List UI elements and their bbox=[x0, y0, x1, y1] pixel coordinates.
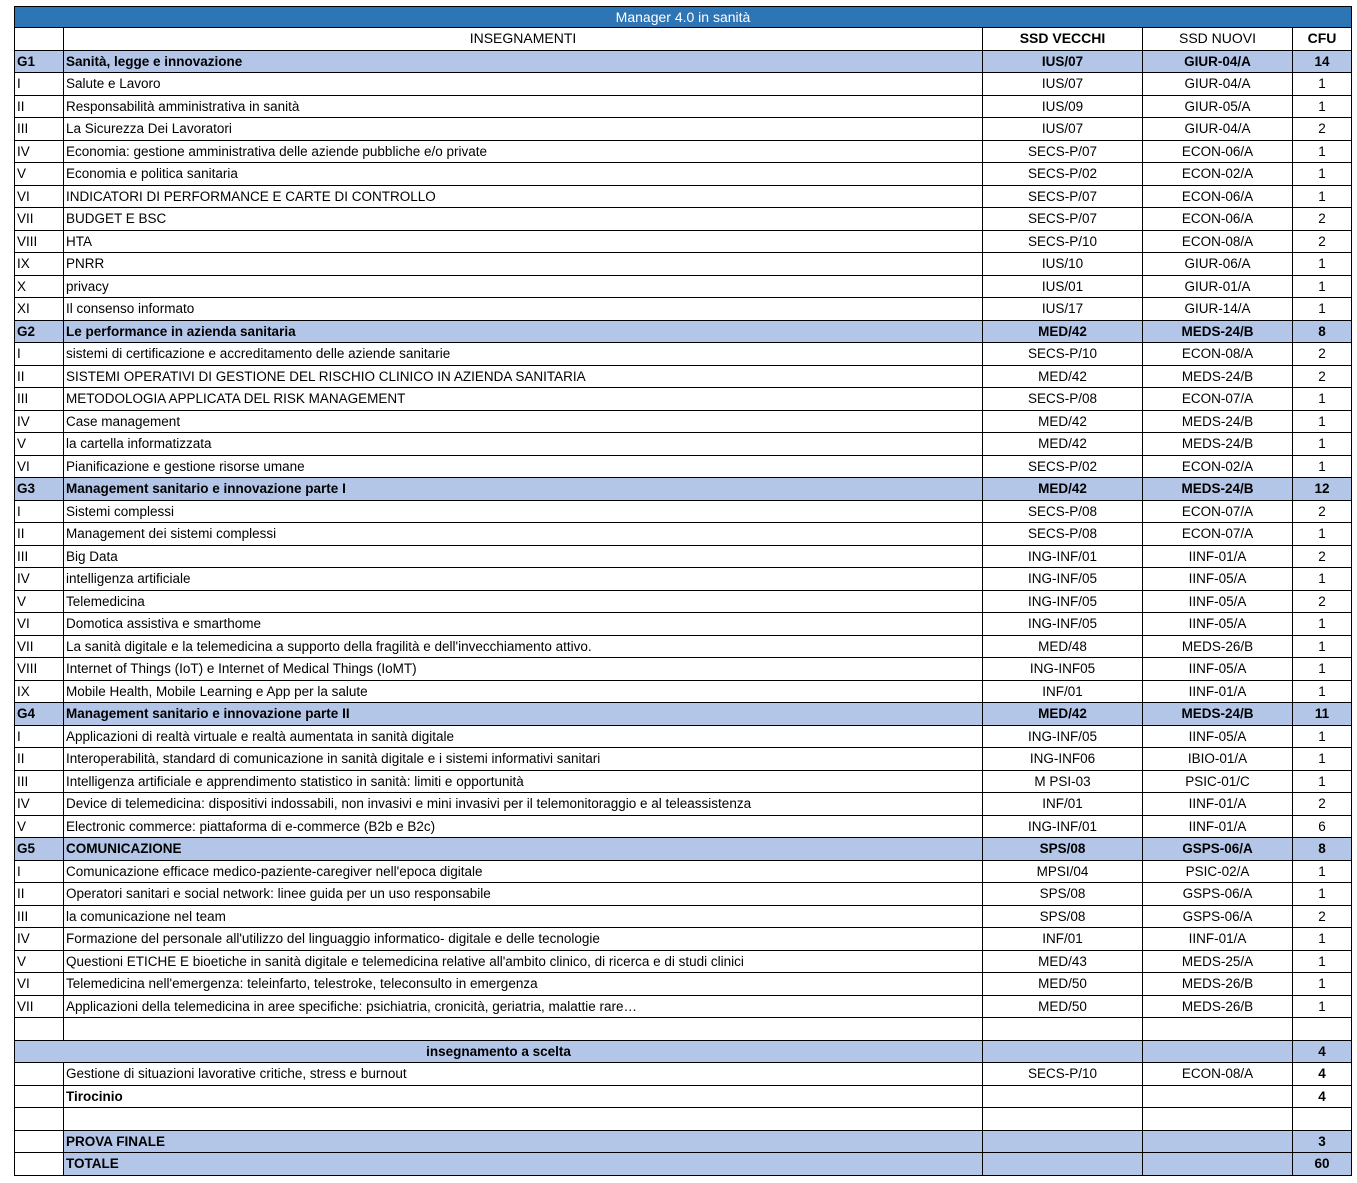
group-ssd-new: GSPS-06/A bbox=[1143, 838, 1293, 861]
row-number: IX bbox=[14, 681, 64, 704]
ssd-old: SECS-P/07 bbox=[983, 141, 1143, 164]
ssd-new: ECON-08/A bbox=[1143, 343, 1293, 366]
ssd-old: SECS-P/07 bbox=[983, 186, 1143, 209]
ssd-old: ING-INF/05 bbox=[983, 726, 1143, 749]
row-number: I bbox=[14, 501, 64, 524]
table-row bbox=[14, 771, 1352, 794]
course-name: Il consenso informato bbox=[64, 298, 983, 321]
row-number: IV bbox=[14, 411, 64, 434]
cfu: 2 bbox=[1293, 343, 1352, 366]
group-ssd-new: MEDS-24/B bbox=[1143, 703, 1293, 726]
table-row bbox=[14, 73, 1352, 96]
ssd-old: MED/48 bbox=[983, 636, 1143, 659]
table-row bbox=[14, 996, 1352, 1019]
course-name: Device di telemedicina: dispositivi indossabili, non invasivi e mini invasivi per il telemonitoraggio e al teleassistenza bbox=[64, 793, 983, 816]
course-name: Sistemi complessi bbox=[64, 501, 983, 524]
ssd-old: MED/42 bbox=[983, 433, 1143, 456]
cfu: 1 bbox=[1293, 276, 1352, 299]
ssd-old: SECS-P/10 bbox=[983, 231, 1143, 254]
ssd-new: ECON-06/A bbox=[1143, 208, 1293, 231]
table-row bbox=[14, 411, 1352, 434]
group-ssd-old: MED/42 bbox=[983, 321, 1143, 344]
table-row bbox=[14, 118, 1352, 141]
empty-row bbox=[14, 1018, 1352, 1041]
course-name: Questioni ETICHE E bioetiche in sanità digitale e telemedicina relative all'ambito clinico, di ricerca e di studi clinici bbox=[64, 951, 983, 974]
course-name: Formazione del personale all'utilizzo del linguaggio informatico- digitale e delle tecnologie bbox=[64, 928, 983, 951]
curriculum-table bbox=[14, 6, 1352, 1176]
elective-cfu: 4 bbox=[1293, 1041, 1352, 1064]
cfu: 1 bbox=[1293, 973, 1352, 996]
ssd-new: IINF-05/A bbox=[1143, 658, 1293, 681]
ssd-old: SECS-P/10 bbox=[983, 343, 1143, 366]
course-name: Internet of Things (IoT) e Internet of Medical Things (IoMT) bbox=[64, 658, 983, 681]
ssd-new: ECON-07/A bbox=[1143, 523, 1293, 546]
cfu: 2 bbox=[1293, 231, 1352, 254]
course-name: Applicazioni di realtà virtuale e realtà aumentata in sanità digitale bbox=[64, 726, 983, 749]
cfu: 1 bbox=[1293, 388, 1352, 411]
cfu: 1 bbox=[1293, 141, 1352, 164]
course-name: HTA bbox=[64, 231, 983, 254]
table-row bbox=[14, 793, 1352, 816]
group-ssd-new: MEDS-24/B bbox=[1143, 478, 1293, 501]
row-number: II bbox=[14, 96, 64, 119]
cfu: 1 bbox=[1293, 523, 1352, 546]
ssd-old: SPS/08 bbox=[983, 883, 1143, 906]
group-code: G4 bbox=[14, 703, 64, 726]
course-name: Responsabilità amministrativa in sanità bbox=[64, 96, 983, 119]
course-name: Interoperabilità, standard di comunicazione in sanità digitale e i sistemi informativi sanitari bbox=[64, 748, 983, 771]
ssd-old: MED/42 bbox=[983, 366, 1143, 389]
tirocinio-row bbox=[14, 1086, 1352, 1109]
ssd-new: IINF-05/A bbox=[1143, 726, 1293, 749]
ssd-old: INF/01 bbox=[983, 793, 1143, 816]
row-number: VII bbox=[14, 996, 64, 1019]
row-number: II bbox=[14, 366, 64, 389]
cfu: 1 bbox=[1293, 163, 1352, 186]
course-name: Comunicazione efficace medico-paziente-caregiver nell'epoca digitale bbox=[64, 861, 983, 884]
row-number: III bbox=[14, 388, 64, 411]
group-header-row bbox=[14, 478, 1352, 501]
row-number: II bbox=[14, 883, 64, 906]
ssd-new: IINF-01/A bbox=[1143, 546, 1293, 569]
course-name: PNRR bbox=[64, 253, 983, 276]
table-row bbox=[14, 726, 1352, 749]
ssd-old: INF/01 bbox=[983, 681, 1143, 704]
cfu: 1 bbox=[1293, 96, 1352, 119]
table-row bbox=[14, 748, 1352, 771]
cfu: 2 bbox=[1293, 366, 1352, 389]
row-number: V bbox=[14, 163, 64, 186]
ssd-new: MEDS-26/B bbox=[1143, 996, 1293, 1019]
elective-label: insegnamento a scelta bbox=[14, 1041, 983, 1064]
group-cfu: 14 bbox=[1293, 51, 1352, 74]
group-code: G2 bbox=[14, 321, 64, 344]
cfu: 1 bbox=[1293, 568, 1352, 591]
table-row bbox=[14, 343, 1352, 366]
table-row bbox=[14, 613, 1352, 636]
table-row bbox=[14, 951, 1352, 974]
course-name: Management dei sistemi complessi bbox=[64, 523, 983, 546]
cfu: 1 bbox=[1293, 613, 1352, 636]
cfu: 2 bbox=[1293, 591, 1352, 614]
totale-name: TOTALE bbox=[64, 1153, 983, 1176]
cfu: 1 bbox=[1293, 433, 1352, 456]
ssd-old: ING-INF/05 bbox=[983, 613, 1143, 636]
cfu: 1 bbox=[1293, 883, 1352, 906]
row-number: IV bbox=[14, 793, 64, 816]
course-name: sistemi di certificazione e accreditamento delle aziende sanitarie bbox=[64, 343, 983, 366]
ssd-new: MEDS-25/A bbox=[1143, 951, 1293, 974]
header-ssd-nuovi: SSD NUOVI bbox=[1143, 28, 1293, 51]
row-number: I bbox=[14, 726, 64, 749]
course-name: privacy bbox=[64, 276, 983, 299]
course-name: Applicazioni della telemedicina in aree specifiche: psichiatria, cronicità, geriatria, malattie rare… bbox=[64, 996, 983, 1019]
header-code bbox=[14, 28, 64, 51]
cfu: 1 bbox=[1293, 996, 1352, 1019]
course-name: Economia: gestione amministrativa delle aziende pubbliche e/o private bbox=[64, 141, 983, 164]
cfu: 1 bbox=[1293, 456, 1352, 479]
cfu: 1 bbox=[1293, 951, 1352, 974]
course-name: la comunicazione nel team bbox=[64, 906, 983, 929]
group-ssd-old: MED/42 bbox=[983, 703, 1143, 726]
row-number: II bbox=[14, 748, 64, 771]
cfu: 2 bbox=[1293, 208, 1352, 231]
ssd-new: MEDS-26/B bbox=[1143, 636, 1293, 659]
table-row bbox=[14, 141, 1352, 164]
cfu: 6 bbox=[1293, 816, 1352, 839]
cfu: 1 bbox=[1293, 253, 1352, 276]
prova-finale-cfu: 3 bbox=[1293, 1131, 1352, 1154]
ssd-new: IINF-05/A bbox=[1143, 591, 1293, 614]
cfu: 1 bbox=[1293, 748, 1352, 771]
course-name: La sanità digitale e la telemedicina a supporto della fragilità e dell'invecchiamento attivo. bbox=[64, 636, 983, 659]
table-row bbox=[14, 366, 1352, 389]
row-number: V bbox=[14, 816, 64, 839]
table-row bbox=[14, 208, 1352, 231]
ssd-new: ECON-02/A bbox=[1143, 163, 1293, 186]
course-name: Operatori sanitari e social network: linee guida per un uso responsabile bbox=[64, 883, 983, 906]
group-name: Management sanitario e innovazione parte II bbox=[64, 703, 983, 726]
table-row bbox=[14, 253, 1352, 276]
group-code: G3 bbox=[14, 478, 64, 501]
table-row bbox=[14, 523, 1352, 546]
group-ssd-old: SPS/08 bbox=[983, 838, 1143, 861]
course-name: SISTEMI OPERATIVI DI GESTIONE DEL RISCHIO CLINICO IN AZIENDA SANITARIA bbox=[64, 366, 983, 389]
ssd-new: IINF-05/A bbox=[1143, 613, 1293, 636]
row-number: I bbox=[14, 343, 64, 366]
totale-cfu: 60 bbox=[1293, 1153, 1352, 1176]
cfu: 2 bbox=[1293, 118, 1352, 141]
table-row bbox=[14, 298, 1352, 321]
elective-item-ssd-old: SECS-P/10 bbox=[983, 1063, 1143, 1086]
ssd-old: SPS/08 bbox=[983, 906, 1143, 929]
table-row bbox=[14, 388, 1352, 411]
cfu: 1 bbox=[1293, 771, 1352, 794]
row-number: VI bbox=[14, 973, 64, 996]
header-cfu: CFU bbox=[1293, 28, 1352, 51]
table-row bbox=[14, 861, 1352, 884]
cfu: 2 bbox=[1293, 546, 1352, 569]
course-name: Intelligenza artificiale e apprendimento statistico in sanità: limiti e opportunità bbox=[64, 771, 983, 794]
table-row bbox=[14, 456, 1352, 479]
ssd-new: ECON-07/A bbox=[1143, 388, 1293, 411]
table-row bbox=[14, 883, 1352, 906]
course-name: Pianificazione e gestione risorse umane bbox=[64, 456, 983, 479]
row-number: I bbox=[14, 73, 64, 96]
table-row bbox=[14, 973, 1352, 996]
ssd-old: IUS/10 bbox=[983, 253, 1143, 276]
group-code: G1 bbox=[14, 51, 64, 74]
course-name: INDICATORI DI PERFORMANCE E CARTE DI CONTROLLO bbox=[64, 186, 983, 209]
elective-item-row bbox=[14, 1063, 1352, 1086]
table-row bbox=[14, 636, 1352, 659]
row-number: IX bbox=[14, 253, 64, 276]
ssd-new: IBIO-01/A bbox=[1143, 748, 1293, 771]
table-row bbox=[14, 591, 1352, 614]
group-name: Sanità, legge e innovazione bbox=[64, 51, 983, 74]
row-number: V bbox=[14, 951, 64, 974]
elective-item-name: Gestione di situazioni lavorative critiche, stress e burnout bbox=[64, 1063, 983, 1086]
group-cfu: 12 bbox=[1293, 478, 1352, 501]
elective-item-ssd-new: ECON-08/A bbox=[1143, 1063, 1293, 1086]
cfu: 1 bbox=[1293, 186, 1352, 209]
ssd-old: MED/50 bbox=[983, 973, 1143, 996]
ssd-new: GIUR-04/A bbox=[1143, 73, 1293, 96]
groups-container bbox=[14, 51, 1352, 1019]
header-ssd-vecchi: SSD VECCHI bbox=[983, 28, 1143, 51]
group-header-row bbox=[14, 838, 1352, 861]
cfu: 1 bbox=[1293, 861, 1352, 884]
totale-row bbox=[14, 1153, 1352, 1176]
course-name: intelligenza artificiale bbox=[64, 568, 983, 591]
ssd-new: ECON-06/A bbox=[1143, 186, 1293, 209]
ssd-new: ECON-07/A bbox=[1143, 501, 1293, 524]
row-number: IV bbox=[14, 141, 64, 164]
ssd-old: IUS/17 bbox=[983, 298, 1143, 321]
ssd-new: ECON-06/A bbox=[1143, 141, 1293, 164]
ssd-old: MED/43 bbox=[983, 951, 1143, 974]
ssd-new: GIUR-01/A bbox=[1143, 276, 1293, 299]
course-name: Economia e politica sanitaria bbox=[64, 163, 983, 186]
prova-finale-row bbox=[14, 1131, 1352, 1154]
ssd-new: IINF-01/A bbox=[1143, 816, 1293, 839]
ssd-old: IUS/09 bbox=[983, 96, 1143, 119]
table-row bbox=[14, 928, 1352, 951]
ssd-new: GSPS-06/A bbox=[1143, 906, 1293, 929]
ssd-old: ING-INF/01 bbox=[983, 546, 1143, 569]
table-row bbox=[14, 96, 1352, 119]
course-name: METODOLOGIA APPLICATA DEL RISK MANAGEMENT bbox=[64, 388, 983, 411]
group-cfu: 8 bbox=[1293, 838, 1352, 861]
row-number: III bbox=[14, 771, 64, 794]
ssd-old: IUS/07 bbox=[983, 118, 1143, 141]
row-number: VI bbox=[14, 456, 64, 479]
row-number: IV bbox=[14, 568, 64, 591]
ssd-new: GIUR-06/A bbox=[1143, 253, 1293, 276]
ssd-old: INF/01 bbox=[983, 928, 1143, 951]
ssd-old: SECS-P/08 bbox=[983, 523, 1143, 546]
ssd-old: SECS-P/08 bbox=[983, 388, 1143, 411]
course-name: Big Data bbox=[64, 546, 983, 569]
course-name: Telemedicina nell'emergenza: teleinfarto, telestroke, teleconsulto in emergenza bbox=[64, 973, 983, 996]
course-name: Case management bbox=[64, 411, 983, 434]
prova-finale-name: PROVA FINALE bbox=[64, 1131, 983, 1154]
cfu: 1 bbox=[1293, 636, 1352, 659]
group-ssd-new: GIUR-04/A bbox=[1143, 51, 1293, 74]
ssd-new: GIUR-14/A bbox=[1143, 298, 1293, 321]
ssd-new: ECON-08/A bbox=[1143, 231, 1293, 254]
group-header-row bbox=[14, 321, 1352, 344]
row-number: VIII bbox=[14, 231, 64, 254]
table-row bbox=[14, 231, 1352, 254]
ssd-new: IINF-01/A bbox=[1143, 681, 1293, 704]
course-name: Mobile Health, Mobile Learning e App per la salute bbox=[64, 681, 983, 704]
course-name: Domotica assistiva e smarthome bbox=[64, 613, 983, 636]
ssd-new: IINF-01/A bbox=[1143, 928, 1293, 951]
row-number: VI bbox=[14, 613, 64, 636]
row-number: I bbox=[14, 861, 64, 884]
row-number: X bbox=[14, 276, 64, 299]
ssd-new: MEDS-24/B bbox=[1143, 366, 1293, 389]
ssd-new: ECON-02/A bbox=[1143, 456, 1293, 479]
ssd-old: ING-INF/01 bbox=[983, 816, 1143, 839]
group-name: Le performance in azienda sanitaria bbox=[64, 321, 983, 344]
ssd-new: MEDS-24/B bbox=[1143, 433, 1293, 456]
ssd-new: GIUR-05/A bbox=[1143, 96, 1293, 119]
tirocinio-cfu: 4 bbox=[1293, 1086, 1352, 1109]
ssd-old: SECS-P/02 bbox=[983, 163, 1143, 186]
ssd-new: GSPS-06/A bbox=[1143, 883, 1293, 906]
ssd-new: MEDS-24/B bbox=[1143, 411, 1293, 434]
row-number: III bbox=[14, 906, 64, 929]
row-number: VI bbox=[14, 186, 64, 209]
table-row bbox=[14, 658, 1352, 681]
course-name: Salute e Lavoro bbox=[64, 73, 983, 96]
row-number: IV bbox=[14, 928, 64, 951]
ssd-new: MEDS-26/B bbox=[1143, 973, 1293, 996]
cfu: 1 bbox=[1293, 681, 1352, 704]
group-name: Management sanitario e innovazione parte I bbox=[64, 478, 983, 501]
empty-row bbox=[14, 1108, 1352, 1131]
ssd-new: IINF-01/A bbox=[1143, 793, 1293, 816]
row-number: II bbox=[14, 523, 64, 546]
course-name: La Sicurezza Dei Lavoratori bbox=[64, 118, 983, 141]
cfu: 2 bbox=[1293, 793, 1352, 816]
table-row bbox=[14, 816, 1352, 839]
course-name: BUDGET E BSC bbox=[64, 208, 983, 231]
table-row bbox=[14, 163, 1352, 186]
row-number: VII bbox=[14, 636, 64, 659]
ssd-old: ING-INF/05 bbox=[983, 568, 1143, 591]
ssd-old: IUS/01 bbox=[983, 276, 1143, 299]
table-row bbox=[14, 276, 1352, 299]
ssd-new: PSIC-01/C bbox=[1143, 771, 1293, 794]
course-name: Telemedicina bbox=[64, 591, 983, 614]
course-name: Electronic commerce: piattaforma di e-commerce (B2b e B2c) bbox=[64, 816, 983, 839]
elective-item-cfu: 4 bbox=[1293, 1063, 1352, 1086]
cfu: 1 bbox=[1293, 658, 1352, 681]
group-ssd-old: MED/42 bbox=[983, 478, 1143, 501]
cfu: 1 bbox=[1293, 411, 1352, 434]
ssd-old: SECS-P/02 bbox=[983, 456, 1143, 479]
row-number: III bbox=[14, 118, 64, 141]
group-ssd-old: IUS/07 bbox=[983, 51, 1143, 74]
row-number: V bbox=[14, 433, 64, 456]
table-row bbox=[14, 501, 1352, 524]
table-row bbox=[14, 568, 1352, 591]
group-cfu: 8 bbox=[1293, 321, 1352, 344]
ssd-old: M PSI-03 bbox=[983, 771, 1143, 794]
table-row bbox=[14, 433, 1352, 456]
ssd-old: IUS/07 bbox=[983, 73, 1143, 96]
group-header-row bbox=[14, 51, 1352, 74]
ssd-old: SECS-P/08 bbox=[983, 501, 1143, 524]
header-insegnamenti: INSEGNAMENTI bbox=[64, 28, 983, 51]
table-row bbox=[14, 906, 1352, 929]
ssd-old: MPSI/04 bbox=[983, 861, 1143, 884]
row-number: VII bbox=[14, 208, 64, 231]
cfu: 1 bbox=[1293, 298, 1352, 321]
cfu: 1 bbox=[1293, 73, 1352, 96]
table-title: Manager 4.0 in sanità bbox=[14, 6, 1352, 28]
group-name: COMUNICAZIONE bbox=[64, 838, 983, 861]
header-row bbox=[14, 28, 1352, 51]
cfu: 1 bbox=[1293, 726, 1352, 749]
ssd-old: MED/42 bbox=[983, 411, 1143, 434]
group-cfu: 11 bbox=[1293, 703, 1352, 726]
ssd-new: IINF-05/A bbox=[1143, 568, 1293, 591]
ssd-new: GIUR-04/A bbox=[1143, 118, 1293, 141]
ssd-old: ING-INF/05 bbox=[983, 591, 1143, 614]
cfu: 1 bbox=[1293, 928, 1352, 951]
group-header-row bbox=[14, 703, 1352, 726]
row-number: VIII bbox=[14, 658, 64, 681]
table-row bbox=[14, 681, 1352, 704]
ssd-new: PSIC-02/A bbox=[1143, 861, 1293, 884]
elective-header-row bbox=[14, 1041, 1352, 1064]
cfu: 2 bbox=[1293, 906, 1352, 929]
table-row bbox=[14, 186, 1352, 209]
group-code: G5 bbox=[14, 838, 64, 861]
ssd-old: ING-INF06 bbox=[983, 748, 1143, 771]
row-number: V bbox=[14, 591, 64, 614]
table-row bbox=[14, 546, 1352, 569]
cfu: 2 bbox=[1293, 501, 1352, 524]
row-number: XI bbox=[14, 298, 64, 321]
ssd-old: SECS-P/07 bbox=[983, 208, 1143, 231]
course-name: la cartella informatizzata bbox=[64, 433, 983, 456]
ssd-old: MED/50 bbox=[983, 996, 1143, 1019]
ssd-old: ING-INF05 bbox=[983, 658, 1143, 681]
tirocinio-name: Tirocinio bbox=[64, 1086, 983, 1109]
group-ssd-new: MEDS-24/B bbox=[1143, 321, 1293, 344]
row-number: III bbox=[14, 546, 64, 569]
